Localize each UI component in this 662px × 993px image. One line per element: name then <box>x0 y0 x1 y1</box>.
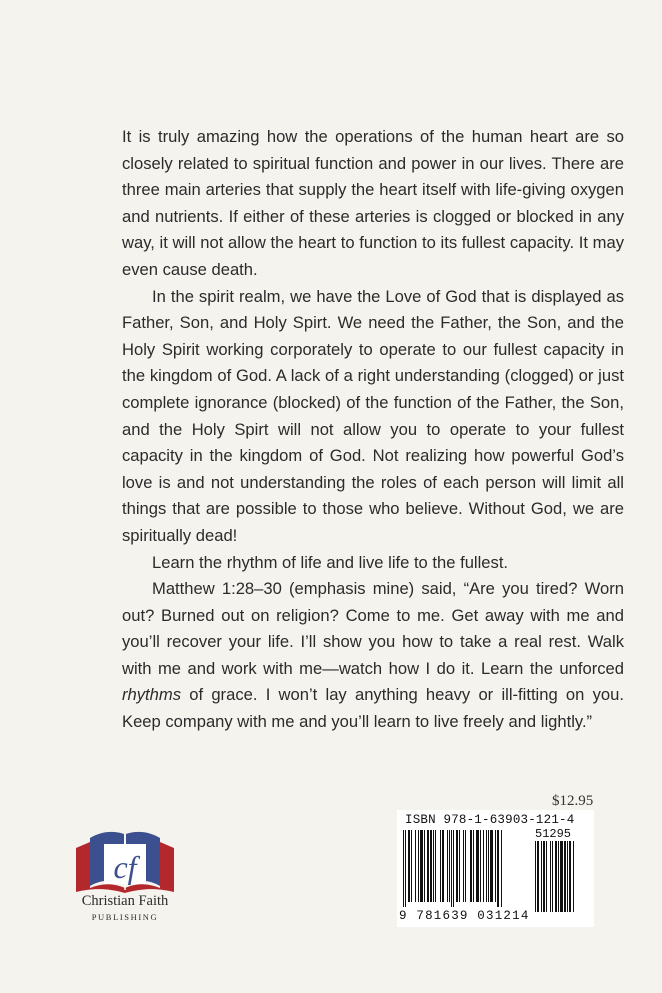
barcode-bar <box>415 830 416 902</box>
open-book-icon <box>66 828 184 894</box>
barcode-bar <box>420 830 423 902</box>
barcode-bar <box>403 830 404 907</box>
barcode-bar <box>564 841 566 912</box>
barcode-bar <box>465 830 466 902</box>
paragraph-spirit-realm: In the spirit realm, we have the Love of God that is displayed as Father, Son, and Holy Spirt. We need the Father, the Son, and the Holy Spirit working corporately to operate to our fullest capacity in the kingdom of God. A lack of a right understanding (clogged) or just complete ignorance (blocked) of the function of the Father, the Son, and the Holy Spirt will not allow you to operate to your fullest capacity in the kingdom of God. Not realizing how powerful God’s love is and not understanding the roles of each person will limit all things that are possible to those who believe. Without God, we are spiritually dead! <box>122 286 624 545</box>
barcode-bar <box>483 830 484 902</box>
barcode-bar <box>555 841 557 912</box>
barcode-bar <box>459 830 460 902</box>
price-code-digits: 51295 <box>535 827 572 841</box>
quote-emphasis: rhythms <box>122 685 182 705</box>
barcode-bar <box>476 830 479 902</box>
barcode-bar <box>552 841 553 912</box>
barcode-bar <box>501 830 502 907</box>
ean-barcode-bars <box>403 830 527 908</box>
barcode-bar <box>535 841 536 912</box>
paragraph-scripture-quote <box>122 576 624 736</box>
publisher-sub: PUBLISHING <box>91 912 159 922</box>
publisher-name: Christian Faith <box>81 893 169 909</box>
barcode-bar <box>440 830 441 902</box>
isbn-label: ISBN 978-1-63903-121-4 <box>405 813 575 827</box>
barcode-bar <box>473 830 474 902</box>
barcode-bar <box>424 830 425 902</box>
barcode-bar <box>486 830 487 902</box>
barcode-bar <box>497 830 499 907</box>
barcode-bar <box>408 830 410 902</box>
price-label: $12.95 <box>552 793 594 809</box>
barcode-bar <box>480 830 481 902</box>
barcode-bar <box>495 830 496 902</box>
barcode-bar <box>573 841 574 912</box>
ean-digits: 9 781639 031214 <box>399 909 530 923</box>
barcode-bar <box>430 830 432 902</box>
barcode-bar <box>427 830 429 902</box>
quote-text-end: of grace. I won’t lay anything heavy or ill-fitting on you. Keep company with me and you’ll learn to live freely and lightly.” <box>122 685 624 732</box>
barcode-bar <box>546 841 547 912</box>
barcode-bar <box>453 830 454 907</box>
barcode-bar <box>405 830 406 907</box>
barcode-bar <box>470 830 472 902</box>
price-addon-bars <box>535 841 587 913</box>
barcode-bar <box>569 841 571 912</box>
isbn-barcode <box>397 810 594 927</box>
barcode-bar <box>560 841 563 912</box>
barcode-bar <box>451 830 452 907</box>
barcode-bar <box>490 830 493 902</box>
barcode-bar <box>558 841 559 912</box>
barcode-bar <box>567 841 568 912</box>
publisher-logo <box>66 828 184 928</box>
barcode-bar <box>488 830 489 902</box>
logo-letters: cf <box>113 849 137 885</box>
barcode-bar <box>447 830 448 902</box>
barcode-bar <box>442 830 444 902</box>
barcode-bar <box>435 830 436 902</box>
barcode-bar <box>550 841 551 912</box>
barcode-bar <box>433 830 434 902</box>
barcode-bar <box>537 841 539 912</box>
quote-text-start: Matthew 1:28–30 (emphasis mine) said, “Are you tired? Worn out? Burned out on religion? Come to me. Get away with me and you’ll recover your life. I’ll show you how to take a real rest. Walk with me and work with me—watch how I do it. Learn the unforced <box>122 579 624 678</box>
paragraph-rhythm: Learn the rhythm of life and live life to the fullest. <box>152 552 509 572</box>
barcode-bar <box>463 830 464 902</box>
barcode-bar <box>456 830 458 902</box>
barcode-bar <box>418 830 419 902</box>
paragraph-intro: It is truly amazing how the operations of the human heart are so closely related to spiritual function and power in our lives. There are three main arteries that supply the heart itself with life-giving oxygen and nutrients. If either of these arteries is clogged or blocked in any way, it will not allow the heart to function to its fullest capacity. It may even cause death. <box>122 127 624 279</box>
barcode-bar <box>411 830 412 902</box>
barcode-bar <box>541 841 542 912</box>
barcode-bar <box>449 830 450 902</box>
barcode-bar <box>543 841 545 912</box>
back-cover-text <box>122 124 624 736</box>
